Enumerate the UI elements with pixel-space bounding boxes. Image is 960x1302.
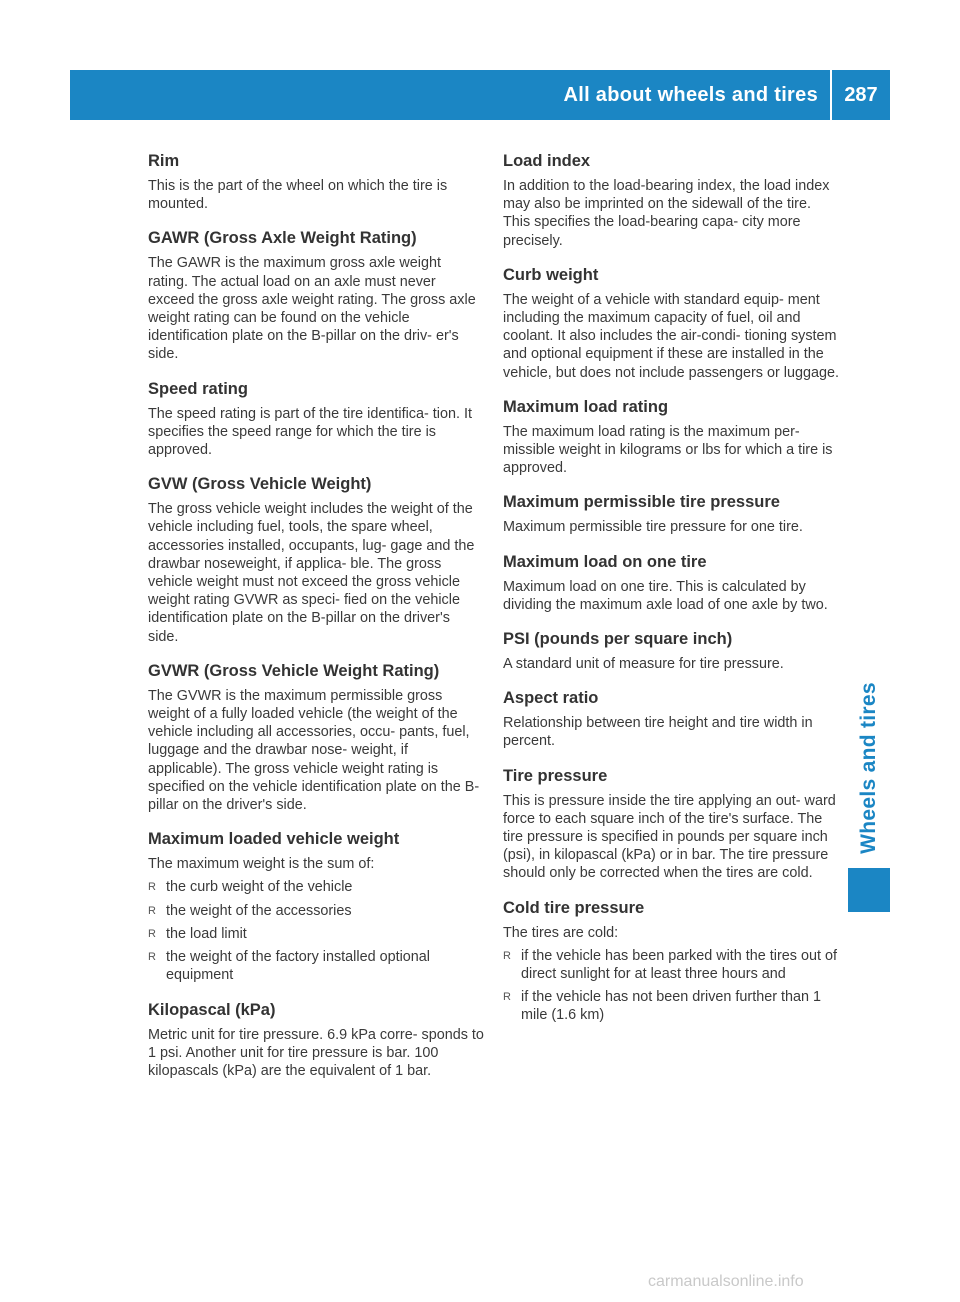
bullet-icon: R xyxy=(503,991,511,1004)
watermark: carmanualsonline.info xyxy=(648,1273,804,1290)
section-psi-pounds-per-square-inch xyxy=(503,628,839,673)
bullet-list xyxy=(148,878,484,984)
section-tire-pressure xyxy=(503,765,839,883)
section-heading: GAWR (Gross Axle Weight Rating) xyxy=(148,229,417,248)
section-maximum-loaded-vehicle-weight xyxy=(148,828,484,984)
bullet-icon: R xyxy=(148,927,156,940)
section-paragraph: The tires are cold: xyxy=(503,924,619,941)
section-paragraph: Relationship between tire height and tire width in percent. xyxy=(503,715,813,750)
list-item-text: if the vehicle has been parked with the tires out of direct sunlight for at least three hours and xyxy=(521,947,837,983)
section-heading: Load index xyxy=(503,152,591,170)
bullet-icon: R xyxy=(148,881,156,894)
list-item-text: if the vehicle has not been driven further than 1 mile (1.6 km) xyxy=(521,989,821,1024)
list-item-text: the curb weight of the vehicle xyxy=(166,879,353,896)
section-maximum-load-on-one-tire xyxy=(503,551,839,614)
section-paragraph: Maximum permissible tire pressure for one tire. xyxy=(503,519,803,536)
section-heading: GVWR (Gross Vehicle Weight Rating) xyxy=(148,661,440,680)
side-tab-text: Wheels and tires xyxy=(857,682,880,854)
section-maximum-permissible-tire-pressure xyxy=(503,491,839,536)
section-kilopascal-kpa xyxy=(148,999,484,1081)
list-item xyxy=(148,948,484,984)
page-header-bar xyxy=(70,70,890,120)
list-item xyxy=(148,925,484,943)
section-paragraph: In addition to the load-bearing index, the load index may also be imprinted on the sidewall of the tire. This specifies the load-bearing capa- city more precisely. xyxy=(503,178,830,249)
section-paragraph: The GAWR is the maximum gross axle weight rating. The actual load on an axle must never exceed the gross axle weight rating. The gross axle weight rating can be found on the vehicle identification plate on the B-pillar on the driv- er's side. xyxy=(148,255,476,363)
section-heading: Curb weight xyxy=(503,265,599,284)
section-heading: GVW (Gross Vehicle Weight) xyxy=(148,475,372,494)
section-maximum-load-rating xyxy=(503,396,839,478)
section-paragraph: The weight of a vehicle with standard equip- ment including the maximum capacity of fuel, oil and coolant. It also includes the air-condi- tioning system and optional equipment if these are installed in the vehicle, but does not include passengers or luggage. xyxy=(503,291,840,381)
bullet-icon: R xyxy=(148,904,156,917)
section-heading: Maximum load rating xyxy=(503,397,669,416)
side-tab-label xyxy=(848,668,890,868)
page-number: 287 xyxy=(844,83,878,106)
bullet-icon: R xyxy=(148,951,156,964)
section-aspect-ratio xyxy=(503,687,839,750)
section-heading: Cold tire pressure xyxy=(503,898,645,917)
right-column xyxy=(503,150,839,1039)
section-paragraph: The GVWR is the maximum permissible gross weight of a fully loaded vehicle (the weight of the vehicle including all accessories, occu- pants, fuel, luggage and the drawbar nose- weight, if applicable). The gross vehicle weight rating is specified on the vehicle identification plate on the B-pillar on the driver's side. xyxy=(148,687,480,814)
section-paragraph: This is pressure inside the tire applying an out- ward force to each square inch of the tire's surface. The tire pressure is specified in pounds per square inch (psi), in kilopascal (kPa) or in bar. The tire pressure should only be corrected when the tires are cold. xyxy=(503,792,836,882)
list-item-text: the weight of the factory installed optional equipment xyxy=(166,949,430,984)
chapter-title: All about wheels and tires xyxy=(563,83,818,106)
section-heading: Rim xyxy=(148,152,180,170)
section-heading: Kilopascal (kPa) xyxy=(148,1000,276,1019)
section-cold-tire-pressure xyxy=(503,897,839,1025)
side-tab-block xyxy=(848,868,890,912)
list-item-text: the weight of the accessories xyxy=(166,902,352,919)
section-curb-weight xyxy=(503,264,839,382)
section-gawr-gross-axle-weight-rating xyxy=(148,227,484,363)
section-heading: Tire pressure xyxy=(503,766,608,785)
section-gvw-gross-vehicle-weight xyxy=(148,473,484,646)
section-heading: PSI (pounds per square inch) xyxy=(503,630,733,649)
section-heading: Aspect ratio xyxy=(503,689,599,708)
list-item xyxy=(503,947,839,983)
section-paragraph: A standard unit of measure for tire pressure. xyxy=(503,656,784,673)
section-paragraph: Maximum load on one tire. This is calculated by dividing the maximum axle load of one axle by two. xyxy=(503,578,828,613)
section-paragraph: The speed rating is part of the tire identifica- tion. It specifies the speed range for which the tire is approved. xyxy=(148,405,472,459)
list-item xyxy=(503,988,839,1024)
section-paragraph: The maximum load rating is the maximum per- missible weight in kilograms or lbs for which a tire is approved. xyxy=(503,423,833,477)
list-item xyxy=(148,878,484,896)
section-paragraph: The maximum weight is the sum of: xyxy=(148,856,375,873)
section-heading: Speed rating xyxy=(148,379,248,398)
section-paragraph: Metric unit for tire pressure. 6.9 kPa corre- sponds to 1 psi. Another unit for tire pressure is bar. 100 kilopascals (kPa) are the equivalent of 1 bar. xyxy=(148,1026,484,1079)
section-paragraph: The gross vehicle weight includes the weight of the vehicle including fuel, tools, the spare wheel, accessories installed, occupants, lug- gage and the drawbar noseweight, if applica- ble. The gross vehicle weight must not exceed the gross vehicle weight rating GVWR as speci- fied on the vehicle identification plate on the B-pillar on the driver's side. xyxy=(148,501,475,645)
section-heading: Maximum load on one tire xyxy=(503,552,707,571)
list-item xyxy=(148,902,484,920)
section-paragraph: This is the part of the wheel on which the tire is mounted. xyxy=(148,178,448,213)
section-speed-rating xyxy=(148,378,484,460)
bullet-list xyxy=(503,947,839,1025)
section-heading: Maximum permissible tire pressure xyxy=(503,493,780,512)
bullet-icon: R xyxy=(503,949,511,962)
section-gvwr-gross-vehicle-weight-rating xyxy=(148,660,484,814)
section-rim xyxy=(148,150,484,213)
list-item-text: the load limit xyxy=(166,925,247,942)
left-column xyxy=(148,150,484,1094)
section-load-index xyxy=(503,150,839,250)
section-heading: Maximum loaded vehicle weight xyxy=(148,830,400,849)
